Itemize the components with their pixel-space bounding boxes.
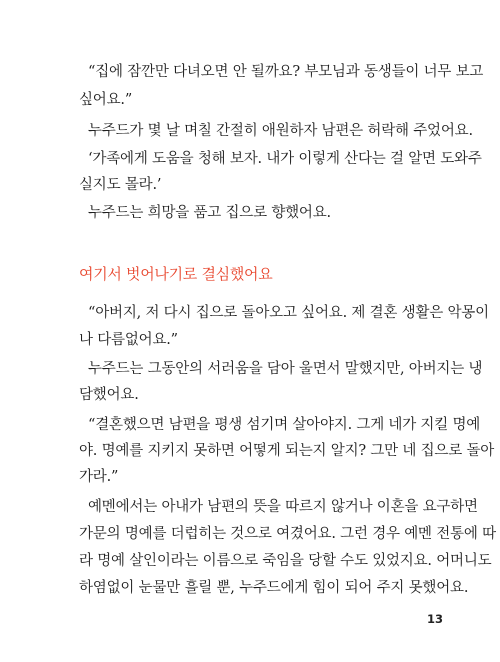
- paragraph-line: 가문의 명예를 더럽히는 것으로 여겼어요. 그런 경우 예멘 전통에 따: [79, 526, 496, 542]
- paragraph-line: ‘가족에게 도움을 청해 보자. 내가 이렇게 산다는 걸 알면 도와주: [88, 151, 482, 167]
- paragraph-line: 실지도 몰라.’: [79, 177, 162, 193]
- paragraph-line: 예멘에서는 아내가 남편의 뜻을 따르지 않거나 이혼을 요구하면: [88, 499, 478, 515]
- paragraph-line: 싶어요.”: [79, 92, 133, 108]
- paragraph-line: 하염없이 눈물만 흘릴 뿐, 누주드에게 힘이 되어 주지 못했어요.: [79, 580, 469, 596]
- paragraph-line: 가라.”: [79, 469, 119, 485]
- paragraph-line: 나 다름없어요.”: [79, 332, 178, 348]
- paragraph-line: 누주드는 희망을 품고 집으로 향했어요.: [88, 205, 331, 221]
- page-number: 13: [426, 612, 443, 626]
- paragraph-line: 야. 명예를 지키지 못하면 어떻게 되는지 알지? 그만 네 집으로 돌아: [79, 443, 495, 459]
- paragraph-line: 담했어요.: [79, 387, 139, 403]
- paragraph-line: 누주드가 몇 날 며칠 간절히 애원하자 남편은 허락해 주었어요.: [88, 123, 473, 139]
- paragraph-line: 라 명예 살인이라는 이름으로 죽임을 당할 수도 있었지요. 어머니도: [79, 553, 492, 569]
- paragraph-line: “집에 잠깐만 다녀오면 안 될까요? 부모님과 동생들이 너무 보고: [88, 64, 484, 80]
- paragraph-line: “아버지, 저 다시 집으로 돌아오고 싶어요. 제 결혼 생활은 악몽이: [88, 305, 489, 321]
- paragraph-line: 누주드는 그동안의 서러움을 담아 울면서 말했지만, 아버지는 냉: [88, 361, 483, 377]
- paragraph-line: “결혼했으면 남편을 평생 섬기며 살아야지. 그게 네가 지킬 명예: [88, 417, 481, 433]
- section-heading: 여기서 벗어나기로 결심했어요: [79, 265, 273, 283]
